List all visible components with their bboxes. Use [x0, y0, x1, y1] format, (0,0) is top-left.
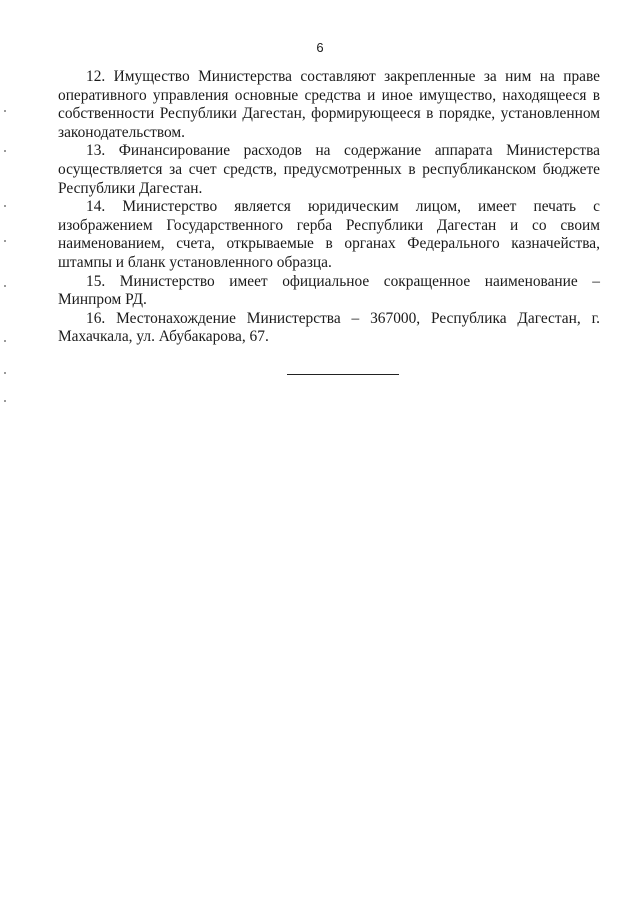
paragraph-13: 13. Финансирование расходов на содержание аппарата Министерства осуществляется за счет средств, предусмотренных в республиканском бюджете Республики Дагестан.: [58, 142, 600, 197]
paragraph-16: 16. Местонахождение Министерства – 367000, Республика Дагестан, г. Махачкала, ул. Абубакарова, 67.: [58, 309, 600, 346]
end-of-document-rule: [287, 374, 399, 375]
paragraph-12: 12. Имущество Министерства составляют закрепленные за ним на праве оперативного управления основные средства и иное имущество, находящееся в собственности Республики Дагестан, формирующееся в порядке, установленном законодательством.: [58, 68, 600, 141]
document-body: [58, 68, 600, 347]
paragraph-14: 14. Министерство является юридическим лицом, имеет печать с изображением Государственного герба Республики Дагестан и со своим наименованием, счета, открываемые в органах Федерального казначейства, штампы и бланк установленного образца.: [58, 198, 600, 271]
page-number: 6: [316, 40, 324, 55]
scan-margin-marks: [4, 110, 8, 420]
paragraph-15: 15. Министерство имеет официальное сокращенное наименование – Минпром РД.: [58, 272, 600, 309]
